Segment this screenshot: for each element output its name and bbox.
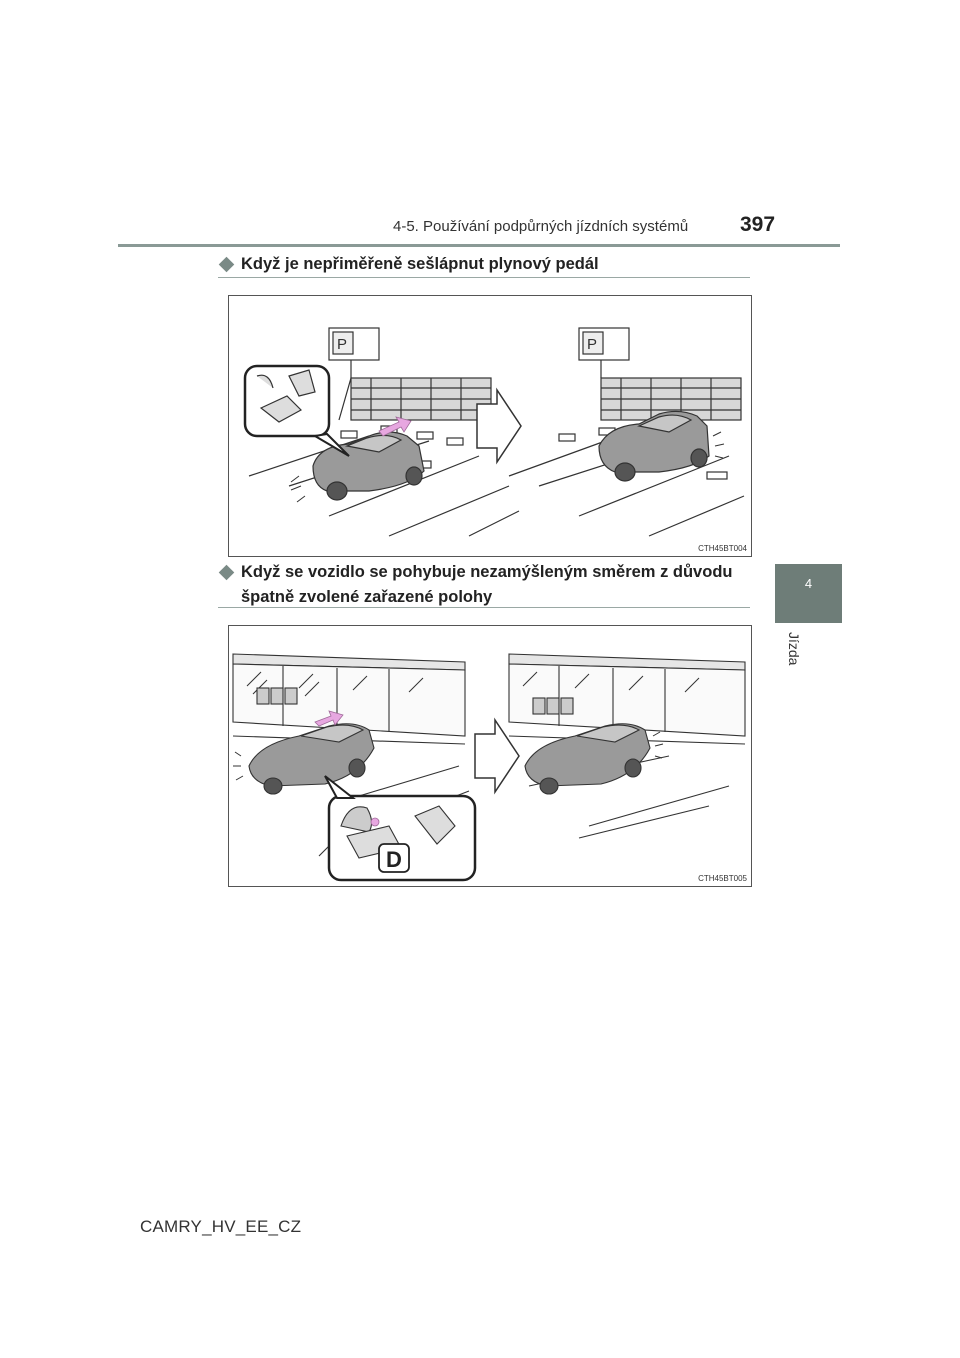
section-heading-accelerator (218, 252, 599, 277)
section-heading-wrong-gear (218, 560, 758, 610)
section-heading-text-line1: Když se vozidlo se pohybuje nezamýšleným směrem z důvodu (241, 563, 733, 581)
illustration-shopfront-parking (229, 626, 751, 886)
chapter-label (784, 632, 804, 692)
running-header-section: 4-5. Používání podpůrných jízdních systémů (393, 218, 689, 235)
diamond-bullet-icon (219, 564, 235, 580)
section-heading-text-line2: špatně zvolené zařazené polohy (241, 588, 493, 606)
figure-code: CTH45BT005 (698, 874, 747, 883)
chapter-label-text: Jízda (786, 632, 802, 666)
svg-text:P: P (587, 336, 598, 353)
section-rule (218, 277, 750, 278)
section-heading-text: Když je nepřiměřeně sešlápnut plynový pedál (241, 255, 599, 273)
page-number: 397 (740, 213, 776, 236)
trash-bin (533, 698, 545, 714)
model-code-footer: CAMRY_HV_EE_CZ (140, 1217, 302, 1236)
scene-before (233, 654, 475, 880)
gear-letter: D (386, 847, 402, 872)
svg-text:P: P (337, 336, 348, 353)
chapter-tab (775, 564, 842, 623)
figure-wrong-gear (228, 625, 752, 887)
diamond-bullet-icon (219, 256, 235, 272)
transition-arrow-icon (475, 720, 519, 792)
scene-after (509, 328, 744, 536)
chapter-tab-number: 4 (804, 576, 813, 591)
header-rule (118, 244, 840, 247)
figure-code: CTH45BT004 (698, 544, 747, 553)
figure-accelerator-pressed (228, 295, 752, 557)
scene-after (509, 654, 745, 838)
illustration-parking-lot-wall (229, 296, 751, 556)
trash-bin (257, 688, 269, 704)
section-rule (218, 607, 750, 608)
